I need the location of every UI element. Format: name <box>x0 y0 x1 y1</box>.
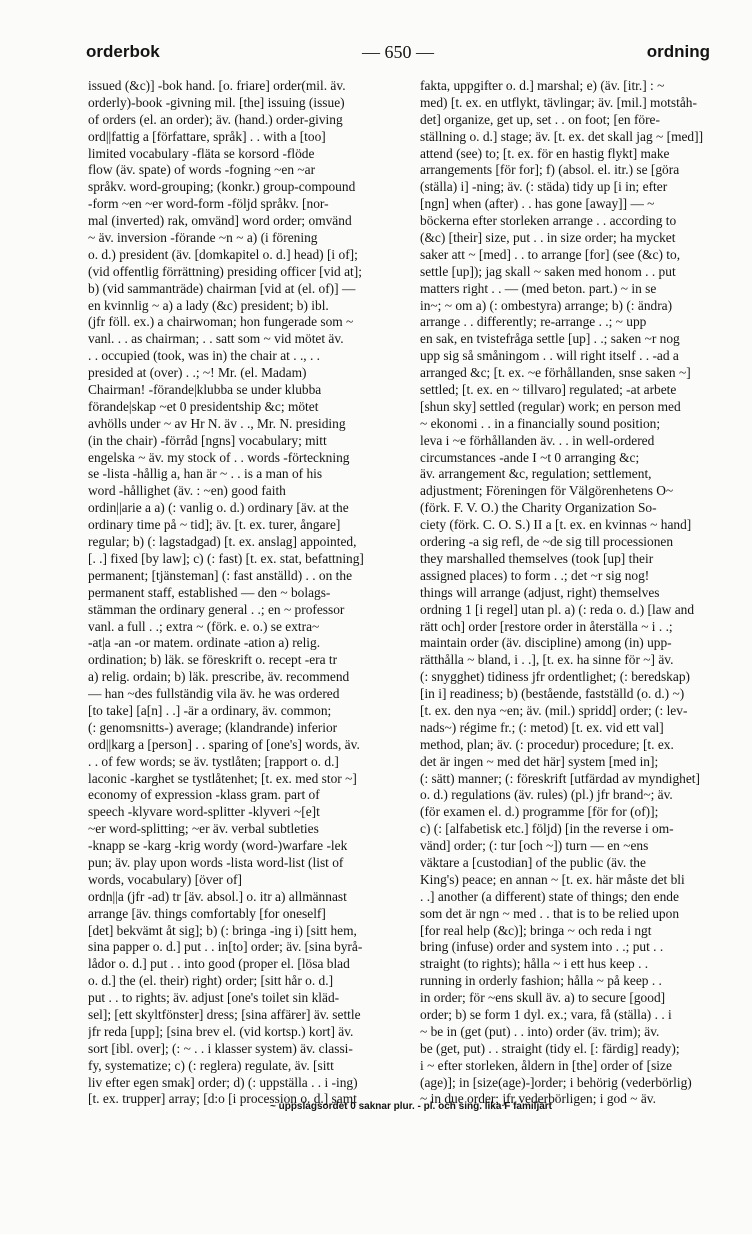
column-line: engelska ~ äv. my stock of . . words -förteckning <box>88 449 350 465</box>
column-line: ~er word-splitting; ~er äv. verbal subtleties <box>88 821 319 837</box>
column-line: (jfr föll. ex.) a chairwoman; hon fungerade som ~ <box>88 314 354 330</box>
column-line: in~; ~ om a) (: ombestyra) arrange; b) (: ändra) <box>420 297 673 313</box>
column-line: jfr reda [upp]; [sina brev el. (vid kortsp.) kort] äv. <box>88 1023 354 1039</box>
column-line: . . occupied (took, was in) the chair at . ., . . <box>88 348 321 364</box>
column-line: ordering -a sig refl, de ~de sig till processionen <box>420 534 674 550</box>
column-line: [. .] fixed [by law]; c) (: fast) [t. ex. stat, befattning] <box>88 550 364 566</box>
column-line: in order; för ~ens skull äv. a) to secure [good] <box>420 990 666 1006</box>
column-line: sort [ibl. over]; (: ~ . . i klasser system) äv. classi- <box>88 1040 353 1056</box>
column-line: o. d.) president (äv. [domkapitel o. d.] head) [i of]; <box>88 246 358 262</box>
column-line: i ~ efter storleken, åldern in [the] order of [size <box>420 1057 672 1073</box>
column-line: (ställa) i] -ning; äv. (: städa) tidy up [i in; efter <box>420 179 668 195</box>
column-line: (förk. F. V. O.) the Charity Organization So- <box>420 500 657 516</box>
header-left-guide-word: orderbok <box>86 42 160 61</box>
column-line: King's) peace; en annan ~ [t. ex. här måste det bli <box>420 871 685 887</box>
column-line: running in orderly fashion; hålla ~ på keep . . <box>420 973 662 989</box>
column-line: en sak, en tvistefråga settle [up] . .; saken ~r nog <box>420 331 680 347</box>
column-line: ciety (förk. C. O. S.) II a [t. ex. en kvinnas ~ hand] <box>420 517 692 533</box>
column-line: -knapp se -karg -krig wordy (word-)warfare -lek <box>88 838 348 854</box>
column-line: of orders (el. an order); äv. (hand.) order-giving <box>88 111 343 127</box>
column-line: things will arrange (adjust, right) themselves <box>420 584 660 600</box>
right-column <box>420 78 734 1108</box>
page-number: — 650 — <box>362 42 434 62</box>
column-line: upp sig så småningom . . will right itself . . -ad a <box>420 348 679 364</box>
column-line: bring (infuse) order and system into . .; put . . <box>420 939 664 955</box>
left-column <box>88 78 402 1108</box>
column-line: vänd] order; (: tur [och ~]) turn — en ~ens <box>420 838 649 854</box>
column-line: vanl. . . as chairman; . . satt som ~ vid mötet äv. <box>88 331 344 347</box>
column-line: (vid offentlig förrättning) presiding officer [vid at]; <box>88 263 362 279</box>
column-line: [shun sky] settled (regular) work; en person med <box>420 398 681 414</box>
column-line: method, plan; äv. (: procedur) procedure; [t. ex. <box>420 736 674 752</box>
column-line: sel]; [ett skyltfönster] dress; [sina affärer] äv. settle <box>88 1006 361 1022</box>
column-line: (: snygghet) tidiness jfr ordentlighet; (: beredskap) <box>420 669 690 685</box>
column-line: settle [up]); jag skall ~ saken med honom . . put <box>420 263 676 279</box>
column-line: [for real help (&c)]; bringa ~ och reda i ngt <box>420 922 652 938</box>
column-line: [t. ex. trupper] array; [d:o [i procession o. d.] samt <box>88 1091 357 1107</box>
column-line: [in i] readiness; b) (bestående, fastställd (o. d.) ~) <box>420 686 685 702</box>
column-line: rätthålla ~ bland, i . .], [t. ex. ha sinne för ~] äv. <box>420 652 674 668</box>
column-line: . .] another (a different) state of things; den ende <box>420 888 679 904</box>
column-line: permanent; [tjänsteman] (: fast anställd) . . on the <box>88 567 353 583</box>
column-line: vanl. a full . .; extra ~ (förk. e. o.) se extra~ <box>88 618 320 634</box>
footer-legend: ~ uppslagsordet 0 saknar plur. - pl. och sing. lika F familjärt <box>269 1101 553 1112</box>
column-line: leva i ~e förhållanden äv. . . in well-ordered <box>420 432 655 448</box>
column-line: sina papper o. d.] put . . in[to] order; äv. [sina byrå- <box>88 939 363 955</box>
column-line: presided at (over) . .; ~! Mr. (el. Madam) <box>88 365 307 381</box>
column-line: arrange [äv. things comfortably [for oneself] <box>88 905 326 921</box>
column-line: matters right . . — (med beton. part.) ~ in se <box>420 280 657 296</box>
column-line: ordin||arie a a) (: vanlig o. d.) ordinary [äv. at the <box>88 500 349 516</box>
column-line: orderly)-book -givning mil. [the] issuing (issue) <box>88 94 345 110</box>
column-line: (: sätt) manner; (: föreskrift [utfärdad av myndighet] <box>420 770 700 786</box>
column-line: settled; [t. ex. en ~ tillvaro] regulated; -at arbete <box>420 382 677 398</box>
column-line: ~ äv. inversion -förande ~n ~ a) (i förening <box>88 230 318 246</box>
column-line: äv. arrangement &c, regulation; settlement, <box>420 466 652 482</box>
column-line: [t. ex. den nya ~en; äv. (mil.) spridd] order; (: lev- <box>420 702 688 718</box>
column-line: be (get, put) . . straight (tidy el. [: färdig] ready); <box>420 1040 680 1056</box>
column-line: speech -klyvare word-splitter -klyveri ~[e]t <box>88 804 320 820</box>
column-line: (för examen el. d.) programme [för for (of)]; <box>420 804 659 820</box>
column-line: liv efter egen smak] order; d) (: uppställa . . i -ing) <box>88 1074 358 1090</box>
column-line: fy, systematize; c) (: reglera) regulate, äv. [sitt <box>88 1057 334 1073</box>
column-line: lådor o. d.] put . . into good (proper el. [lösa blad <box>88 956 350 972</box>
header-right-guide-word: ordning <box>646 42 710 61</box>
column-line: c) (: [alfabetisk etc.] följd) [in the reverse i om- <box>420 821 674 837</box>
column-line: väktare a [custodian] of the public (äv. the <box>420 854 646 870</box>
column-line: -at|a -an -or matem. ordinate -ation a) relig. <box>88 635 321 651</box>
column-line: words, vocabulary) [över of] <box>88 871 242 887</box>
column-line: en kvinnlig ~ a) a lady (&c) president; b) ibl. <box>88 297 329 313</box>
column-line: attend (see) to; [t. ex. för en hastig flykt] make <box>420 145 670 161</box>
column-line: arranged &c; [t. ex. ~e förhållanden, snse saken ~] <box>420 365 691 381</box>
column-line: ord||fattig a [författare, språk] . . with a [too] <box>88 128 326 144</box>
column-line: b) (vid sammanträde) chairman [vid at (el. of)] — <box>88 280 356 296</box>
column-line: o. d.) regulations (äv. rules) (pl.) jfr brand~; äv. <box>420 787 673 803</box>
column-line: böckerna efter storleken arrange . . according to <box>420 213 677 229</box>
column-line: nads~) régime fr.; (: metod) [t. ex. vid ett val] <box>420 719 664 735</box>
column-line: o. d.] the (el. their) right) order; [sitt hår o. d.] <box>88 973 334 989</box>
column-line: (in the chair) -förråd [ngns] vocabulary; mitt <box>88 432 327 448</box>
column-line: regular; b) (: lagstadgad) [t. ex. anslag] appointed, <box>88 534 357 550</box>
column-line: [to take] [a[n] . .] -är a ordinary, äv. common; <box>88 702 332 718</box>
column-line: (age)]; in [size(age)-]order; i behörig (vederbörlig) <box>420 1074 692 1090</box>
column-line: -form ~en ~er word-form -följd språkv. [nor- <box>88 196 329 212</box>
column-line: saker att ~ [med] . . to arrange [for] (see (&c) to, <box>420 246 681 262</box>
column-line: flow (äv. spate) of words -fogning ~en ~ar <box>88 162 316 178</box>
column-line: limited vocabulary -fläta se korsord -flöde <box>88 145 315 161</box>
column-line: det] organize, get up, set . . on foot; [en före- <box>420 111 660 127</box>
column-line: förande|skap ~et 0 presidentship &c; mötet <box>88 398 319 414</box>
column-line: order; b) se form 1 dyl. ex.; vara, få (ställa) . . i <box>420 1006 672 1022</box>
column-line: maintain order (äv. discipline) among (in) upp- <box>420 635 672 651</box>
column-line: stämman the ordinary general . .; en ~ professor <box>88 601 345 617</box>
column-line: a) relig. ordain; b) läk. prescribe, äv. recommend <box>88 669 350 685</box>
column-line: arrangements [för for]; f) (absol. el. itr.) se [göra <box>420 162 680 178</box>
column-line: Chairman! -förande|klubba se under klubba <box>88 382 322 398</box>
column-line: adjustment; Föreningen för Välgörenhetens O~ <box>420 483 674 499</box>
column-line: they marshalled themselves (took [up] their <box>420 550 654 566</box>
page-header <box>86 42 710 64</box>
column-line: ställning o. d.] stage; äv. [t. ex. det skall jag ~ [med]] <box>420 128 704 144</box>
column-line: — han ~des fullständig vila äv. he was ordered <box>88 686 340 702</box>
column-line: ordning 1 [i regel] utan pl. a) (: reda o. d.) [law and <box>420 601 695 617</box>
column-line: rätt och] order [restore order in återställa ~ i . .; <box>420 618 673 634</box>
column-line: circumstances -ande I ~t 0 arranging &c; <box>420 449 640 465</box>
column-line: arrange . . differently; re-arrange . .; ~ upp <box>420 314 647 330</box>
column-line: [det] bekvämt åt sig]; b) (: bringa -ing i) [sitt hem, <box>88 922 357 938</box>
column-line: med) [t. ex. en utflykt, tävlingar; äv. [mil.] motståh- <box>420 94 697 110</box>
column-line: ordinary time på ~ tid]; äv. [t. ex. turer, ångare] <box>88 517 341 533</box>
column-line: pun; äv. play upon words -lista word-list (list of <box>88 854 344 870</box>
column-line: språkv. word-grouping; (konkr.) group-compound <box>88 179 356 195</box>
column-line: permanent staff, established — den ~ bolags- <box>88 584 331 600</box>
column-line: . . of few words; se äv. tystlåten; [rapport o. d.] <box>88 753 339 769</box>
column-line: issued (&c)] -bok hand. [o. friare] order(mil. äv. <box>88 78 346 93</box>
column-line: ord||karg a [person] . . sparing of [one's] words, äv. <box>88 736 360 752</box>
column-line: ~ ekonomi . . in a financially sound position; <box>420 415 661 431</box>
column-line: (&c) [their] size, put . . in size order; ha mycket <box>420 230 676 246</box>
column-line: avhölls under ~ av Hr N. äv . ., Mr. N. presiding <box>88 415 346 431</box>
column-line: economy of expression -klass gram. part of <box>88 787 320 803</box>
column-line: ordn||a (jfr -ad) tr [äv. absol.] o. itr a) allmännast <box>88 888 347 904</box>
column-line: se -lista -hållig a, han är ~ . . is a man of his <box>88 466 323 482</box>
column-line: som det är ngn ~ med . . that is to be relied upon <box>420 905 680 921</box>
column-line: (: genomsnitts-) average; (klandrande) inferior <box>88 719 338 735</box>
column-line: laconic -karghet se tystlåtenhet; [t. ex. med stor ~] <box>88 770 357 786</box>
column-line: mal (inverted) rak, omvänd] word order; omvänd <box>88 213 352 229</box>
column-line: put . . to rights; äv. adjust [one's toilet sin kläd- <box>88 990 340 1006</box>
column-line: assigned places) to form . .; det ~r sig nog! <box>420 567 650 583</box>
column-line: [ngn] when (after) . . has gone [away]] — ~ <box>420 196 655 212</box>
column-line: det är ingen ~ med det här] system [med in]; <box>420 753 659 769</box>
column-line: word -hållighet (äv. : ~en) good faith <box>88 483 286 499</box>
column-line: ~ in due order; jfr vederbörligen; i god ~ äv. <box>420 1091 656 1107</box>
column-line: ~ be in (get (put) . . into) order (äv. trim); äv. <box>420 1023 660 1039</box>
column-line: ordination; b) läk. se föreskrift o. recept -era tr <box>88 652 338 668</box>
column-line: fakta, uppgifter o. d.] marshal; e) (äv. [itr.] : ~ <box>420 78 665 93</box>
column-line: straight (to rights); hålla ~ i ett hus keep . . <box>420 956 649 972</box>
